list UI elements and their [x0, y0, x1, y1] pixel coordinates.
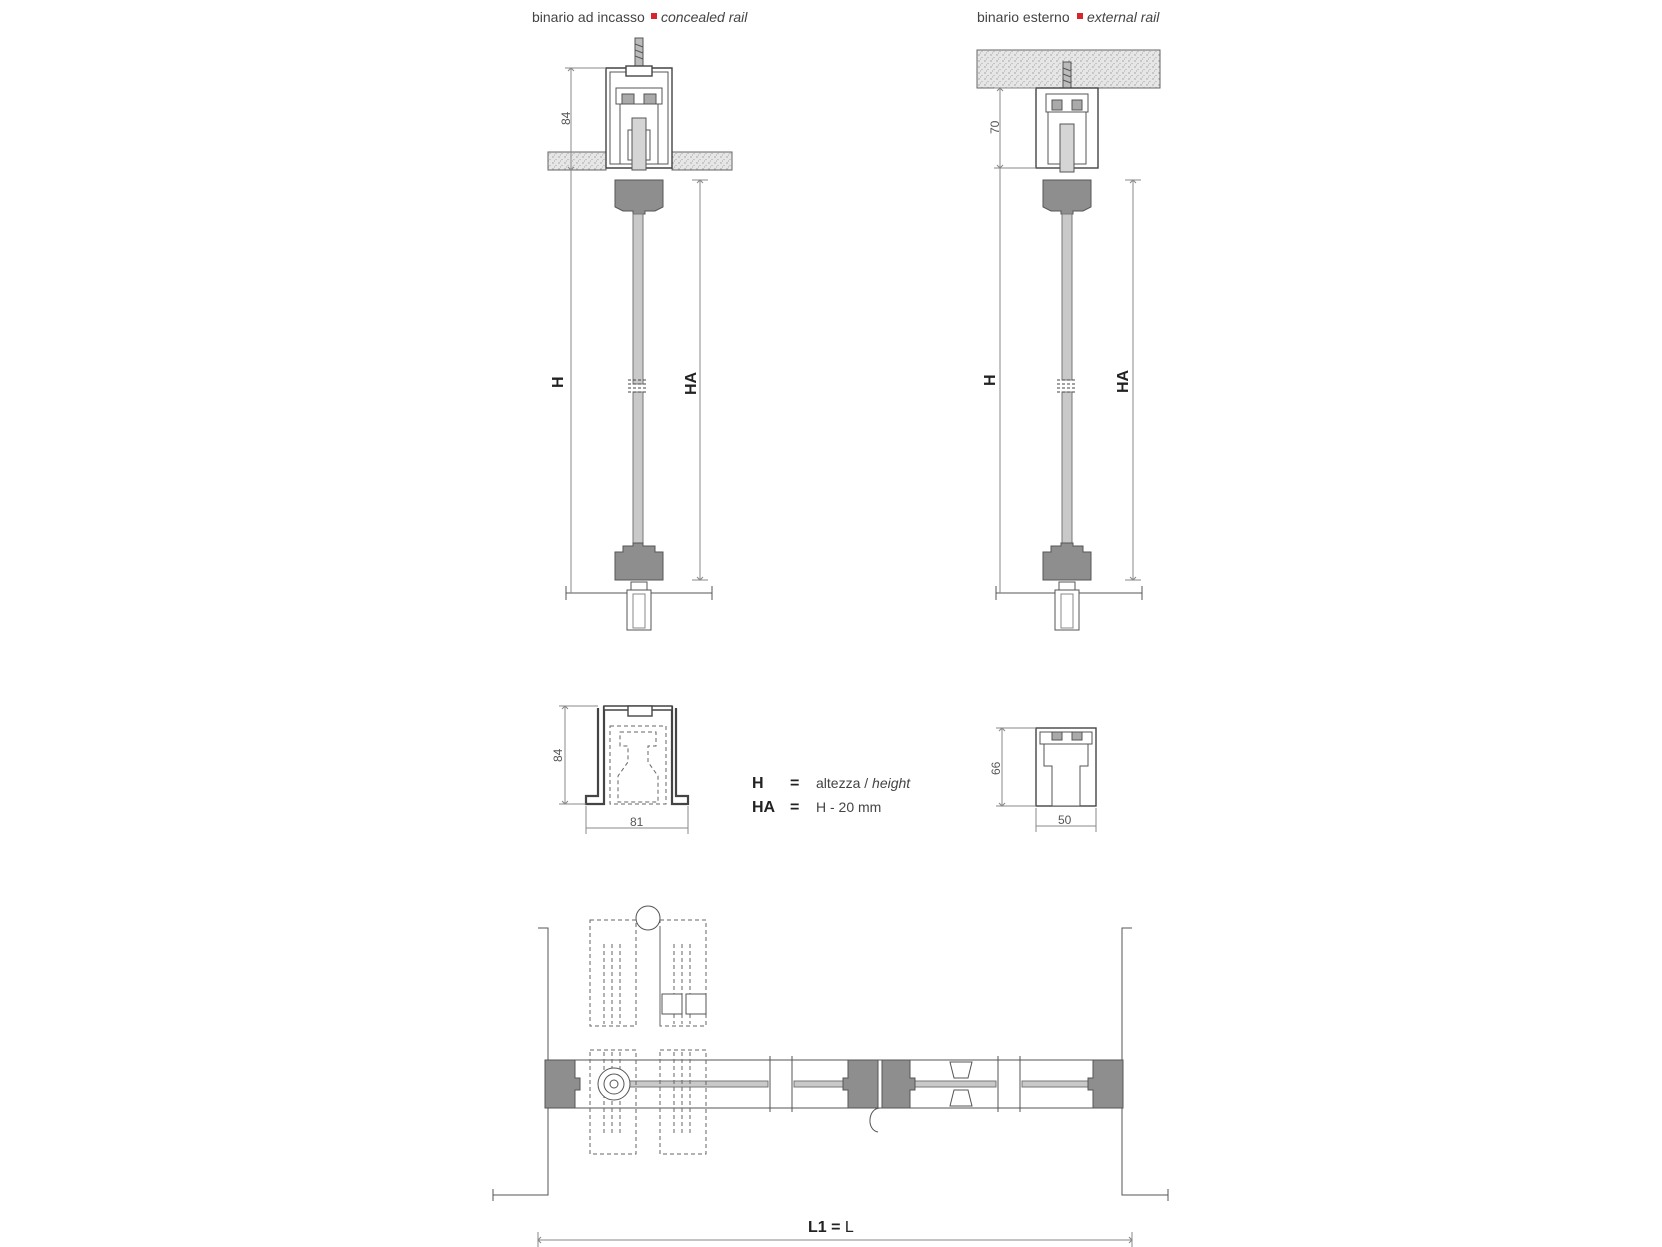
caption-left-it: binario ad incasso [532, 9, 645, 25]
legend-symbol-h: H [752, 775, 764, 792]
plan-view [493, 906, 1168, 1247]
dim-h-label-left: H [550, 376, 567, 388]
caption-right-en: external rail [1087, 9, 1160, 25]
door-edge-center-b [882, 1060, 915, 1108]
glass-panel-upper [1062, 214, 1072, 380]
ceiling-slab-right [672, 152, 732, 170]
door-bottom-profile [1043, 543, 1091, 580]
door-edge-left [545, 1060, 580, 1108]
caption-external-rail [977, 9, 1160, 25]
rail-profile-external [1036, 88, 1098, 172]
dim-profile-concealed-width: 81 [630, 815, 644, 829]
wall-right [1122, 928, 1168, 1195]
wall-left [493, 928, 548, 1195]
dim-profile-external-width: 50 [1058, 813, 1072, 827]
carriage-lower [590, 1050, 706, 1154]
caption-left-en: concealed rail [661, 9, 748, 25]
dim-profile-external-height: 66 [989, 761, 1003, 775]
section-concealed-rail [548, 38, 732, 630]
dim-ha-label-left: HA [683, 371, 700, 395]
screw-icon [635, 38, 643, 66]
glass-panel-lower [633, 392, 643, 547]
legend-eq-h: = [790, 775, 800, 792]
glass-panel-lower [1062, 392, 1072, 547]
caption-right-it: binario esterno [977, 9, 1070, 25]
door-edge-center-a [843, 1060, 878, 1108]
legend-it-ha: H - 20 mm [816, 799, 882, 815]
door-top-profile [615, 180, 663, 214]
dim-concealed-height: 84 [559, 111, 573, 125]
carriage-upper [590, 906, 706, 1026]
ceiling-slab-left [548, 152, 606, 170]
floor-guide [627, 590, 651, 630]
dim-external-height: 70 [988, 120, 1002, 134]
dim-ha-label-right: HA [1115, 369, 1132, 393]
door-top-profile [1043, 180, 1091, 214]
rail-profile-concealed [606, 66, 672, 170]
dim-h-label-right: H [982, 374, 999, 386]
legend-symbol-ha: HA [752, 799, 776, 816]
glass-panel-upper [633, 214, 643, 384]
red-separator-icon [651, 13, 657, 19]
door-bottom-profile [615, 543, 663, 580]
dim-l1-label: L1 = L [808, 1219, 854, 1236]
profile-detail-external [989, 728, 1096, 832]
break-line [1057, 380, 1077, 392]
legend-eq-ha: = [790, 799, 800, 816]
section-external-rail [977, 50, 1160, 630]
caption-concealed-rail [532, 9, 748, 25]
door-edge-right [1088, 1060, 1123, 1108]
legend-it-h: altezza / height [816, 775, 911, 791]
dim-profile-concealed-height: 84 [551, 748, 565, 762]
red-separator-icon [1077, 13, 1083, 19]
legend [752, 775, 911, 816]
profile-detail-concealed [551, 706, 688, 834]
floor-guide [1055, 590, 1079, 630]
